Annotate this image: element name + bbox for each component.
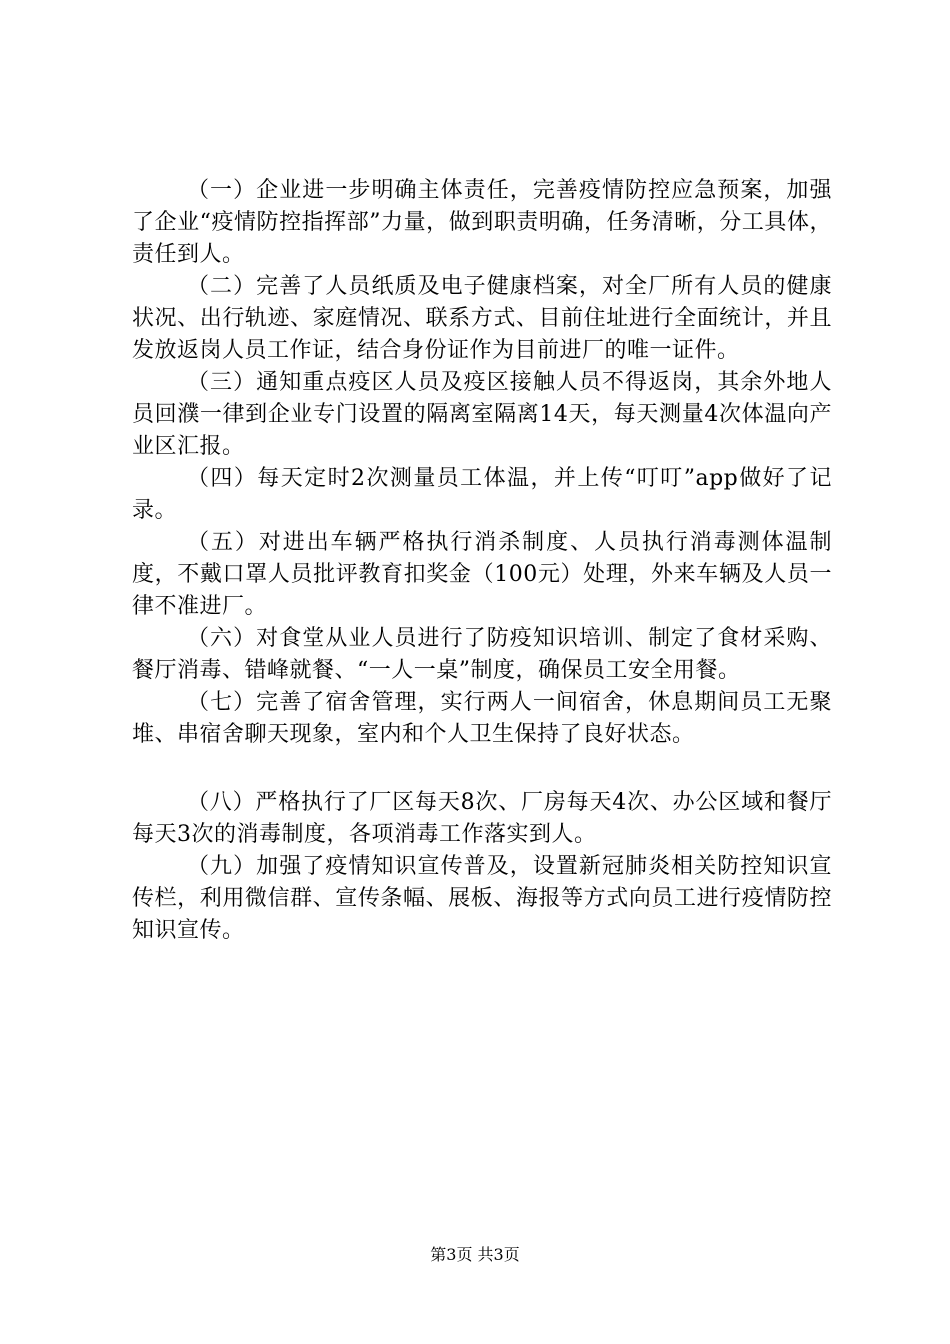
paragraph-3: （三）通知重点疫区人员及疫区接触人员不得返岗，其余外地人员回濮一律到企业专门设置的隔离室隔离14天，每天测量4次体温向产业区汇报。 [132,370,832,459]
paragraph-5: （五）对进出车辆严格执行消杀制度、人员执行消毒测体温制度，不戴口罩人员批评教育扣奖金（100元）处理，外来车辆及人员一律不准进厂。 [132,530,832,619]
document-body [132,175,832,947]
page-footer [0,1245,950,1265]
paragraph-9: （九）加强了疫情知识宣传普及，设置新冠肺炎相关防控知识宣传栏，利用微信群、宣传条幅、展板、海报等方式向员工进行疫情防控知识宣传。 [132,854,832,943]
paragraph-7: （七）完善了宿舍管理，实行两人一间宿舍，休息期间员工无聚堆、串宿舍聊天现象，室内和个人卫生保持了良好状态。 [132,690,832,747]
paragraph-4: （四）每天定时2次测量员工体温，并上传“叮叮”app做好了记录。 [132,466,832,523]
paragraph-6: （六）对食堂从业人员进行了防疫知识培训、制定了食材采购、餐厅消毒、错峰就餐、“一人一桌”制度，确保员工安全用餐。 [132,626,832,683]
paragraph-8: （八）严格执行了厂区每天8次、厂房每天4次、办公区域和餐厅每天3次的消毒制度，各项消毒工作落实到人。 [132,790,832,847]
paragraph-2: （二）完善了人员纸质及电子健康档案，对全厂所有人员的健康状况、出行轨迹、家庭情况、联系方式、目前住址进行全面统计，并且发放返岗人员工作证，结合身份证作为目前进厂的唯一证件。 [132,274,832,363]
page-number-label: 第3页 共3页 [430,1245,520,1264]
paragraph-1: （一）企业进一步明确主体责任，完善疫情防控应急预案，加强了企业“疫情防控指挥部”力量，做到职责明确，任务清晰，分工具体，责任到人。 [132,178,832,267]
